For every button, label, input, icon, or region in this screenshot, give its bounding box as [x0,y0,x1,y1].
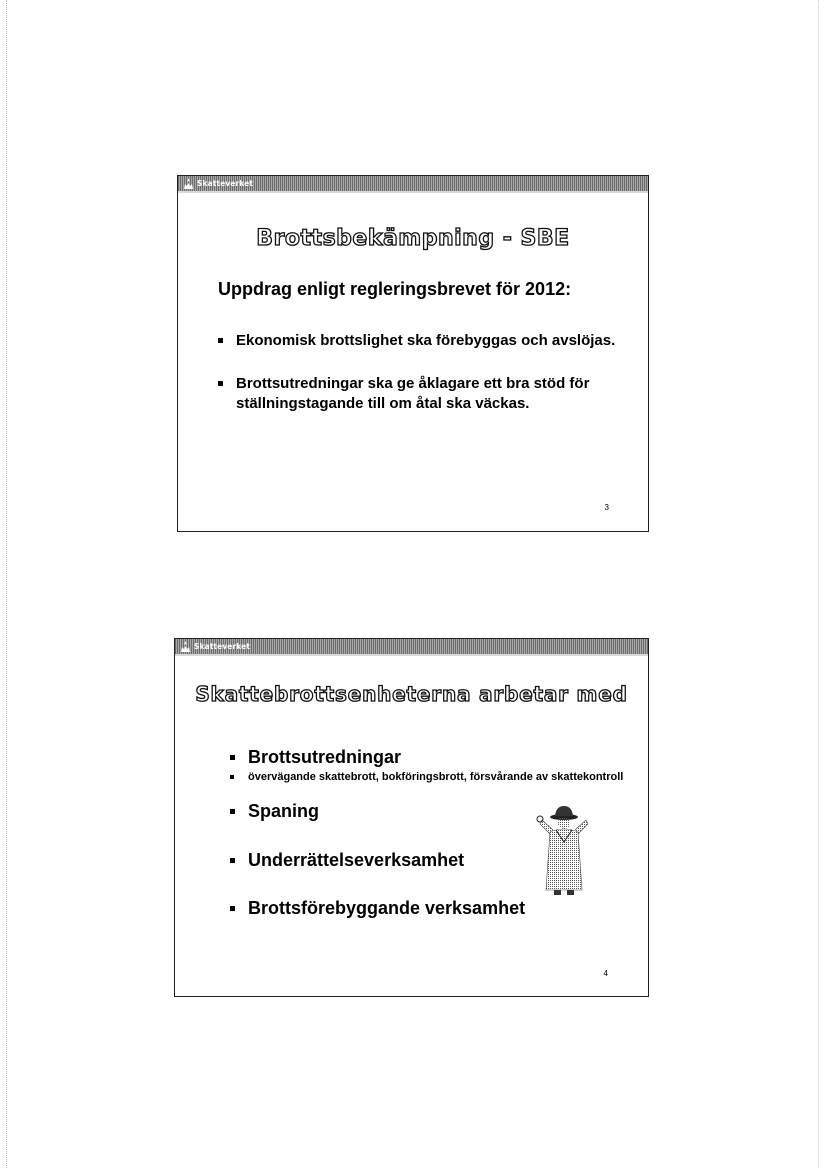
bullet-item [218,374,618,414]
slide-4 [174,638,649,997]
bullet-text: Spaning [248,801,319,821]
slide-title: Brottsbekämpning - SBE [256,226,570,251]
scan-edge-left [0,0,7,1168]
page-number: 4 [603,969,608,978]
slide-title: Skattebrottsenheterna arbetar med [195,682,628,706]
bullet-marker [218,338,223,343]
bullet-text: Brottsförebyggande verksamhet [248,898,526,918]
slide-header-bar [175,639,648,656]
bullet-item [230,897,630,919]
crown-logo-icon [183,178,194,190]
bullet-marker [218,381,223,386]
skatteverket-logo [180,640,250,653]
slide-header-bar [178,176,648,193]
bullet-marker [230,809,235,814]
logo-text: Skatteverket [194,642,251,651]
bullet-text: övervägande skattebrott, bokföringsbrott, försvårande av skattekontroll [248,771,624,783]
bullet-marker [230,858,235,863]
bullet-list [218,331,618,437]
crown-logo-icon [180,641,191,653]
bullet-text: Underrättelseverksamhet [248,850,465,870]
bullet-text: Ekonomisk brottslighet ska förebyggas och avslöjas. [236,332,616,349]
slide-subtitle: Uppdrag enligt regleringsbrevet för 2012: [218,279,572,299]
bullet-item [230,746,630,768]
bullet-marker [230,775,234,779]
bullet-text: Brottsutredningar ska ge åklagare ett bra stöd för ställningstagande till om åtal ska väckas. [236,375,590,412]
sub-bullet-item [230,771,630,784]
skatteverket-logo [183,177,253,190]
logo-text: Skatteverket [197,179,254,188]
slide-3 [177,175,649,532]
bullet-item [218,331,618,351]
bullet-marker [230,755,235,760]
bullet-text: Brottsutredningar [248,747,401,767]
scan-edge-right [818,0,820,1168]
bullet-marker [230,906,235,911]
detective-clipart-icon [528,802,600,897]
page-number: 3 [604,503,609,512]
